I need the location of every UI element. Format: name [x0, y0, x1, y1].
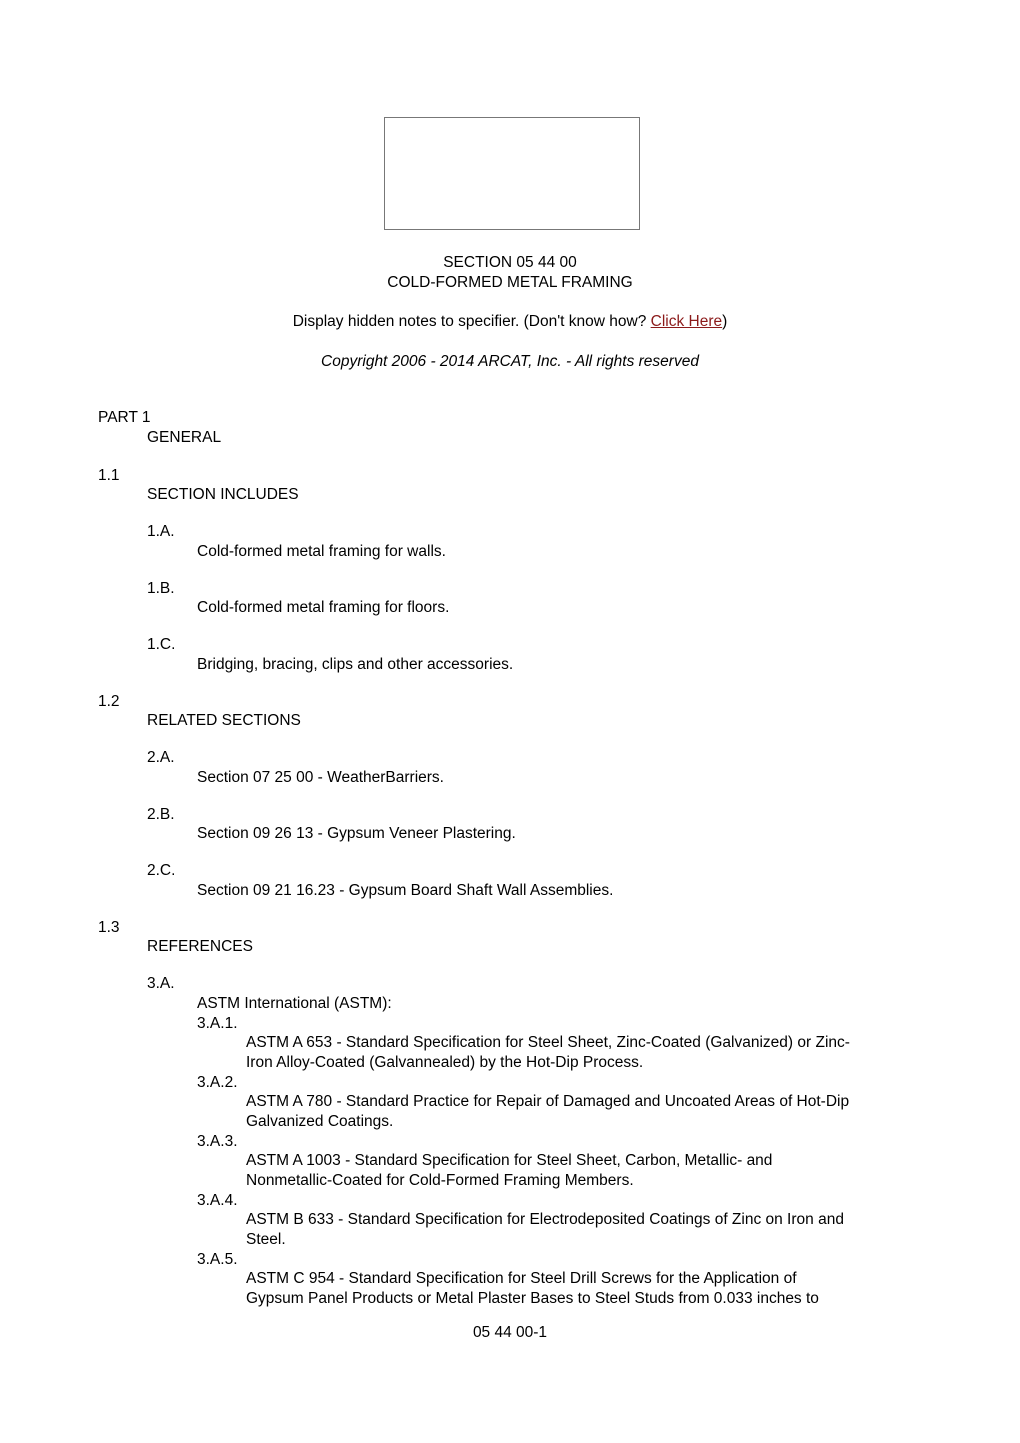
notes-line: [0, 312, 1020, 332]
reference-text: ASTM A 780 - Standard Practice for Repair of Damaged and Uncoated Areas of Hot-Dip: [246, 1093, 850, 1110]
paragraph-text: Section 09 26 13 - Gypsum Veneer Plastering.: [197, 825, 516, 842]
paragraph-number: 2.B.: [147, 806, 175, 823]
reference-text: ASTM B 633 - Standard Specification for Electrodeposited Coatings of Zinc on Iron and: [246, 1211, 844, 1228]
article-number: 1.3: [98, 919, 120, 936]
section-title: COLD-FORMED METAL FRAMING: [387, 274, 633, 291]
article-title: RELATED SECTIONS: [147, 712, 301, 729]
notes-prefix: Display hidden notes to specifier. (Don't know how?: [292, 313, 651, 330]
reference-text: Nonmetallic-Coated for Cold-Formed Framing Members.: [246, 1172, 634, 1189]
subparagraph-number: 3.A.1.: [197, 1015, 238, 1032]
article-title: SECTION INCLUDES: [147, 486, 299, 503]
reference-text: Steel.: [246, 1231, 286, 1248]
subparagraph-number: 3.A.2.: [197, 1074, 238, 1091]
paragraph-number: 1.A.: [147, 523, 175, 540]
copyright-notice: Copyright 2006 - 2014 ARCAT, Inc. - All rights reserved: [321, 353, 699, 370]
click-here-link[interactable]: Click Here: [650, 313, 723, 330]
reference-text: Gypsum Panel Products or Metal Plaster Bases to Steel Studs from 0.033 inches to: [246, 1290, 819, 1307]
part-label: PART 1: [98, 409, 151, 426]
logo-placeholder: [384, 117, 640, 230]
article-number: 1.2: [98, 693, 120, 710]
reference-text: Galvanized Coatings.: [246, 1113, 394, 1130]
paragraph-text: Section 07 25 00 - WeatherBarriers.: [197, 769, 444, 786]
paragraph-text: Section 09 21 16.23 - Gypsum Board Shaft Wall Assemblies.: [197, 882, 614, 899]
paragraph-text: Cold-formed metal framing for walls.: [197, 543, 446, 560]
paragraph-number: 3.A.: [147, 975, 175, 992]
paragraph-number: 2.A.: [147, 749, 175, 766]
reference-text: ASTM A 1003 - Standard Specification for Steel Sheet, Carbon, Metallic- and: [246, 1152, 773, 1169]
article-number: 1.1: [98, 467, 120, 484]
paragraph-text: Bridging, bracing, clips and other accessories.: [197, 656, 514, 673]
subparagraph-number: 3.A.4.: [197, 1192, 238, 1209]
paragraph-number: 1.C.: [147, 636, 176, 653]
subparagraph-number: 3.A.3.: [197, 1133, 238, 1150]
paragraph-text: ASTM International (ASTM):: [197, 995, 392, 1012]
part-title: GENERAL: [147, 429, 222, 446]
reference-text: ASTM A 653 - Standard Specification for Steel Sheet, Zinc-Coated (Galvanized) or Zinc-: [246, 1034, 850, 1051]
subparagraph-number: 3.A.5.: [197, 1251, 238, 1268]
reference-text: ASTM C 954 - Standard Specification for Steel Drill Screws for the Application of: [246, 1270, 797, 1287]
paragraph-number: 1.B.: [147, 580, 175, 597]
section-number: SECTION 05 44 00: [443, 254, 577, 271]
paragraph-number: 2.C.: [147, 862, 176, 879]
reference-text: Iron Alloy-Coated (Galvannealed) by the Hot-Dip Process.: [246, 1054, 644, 1071]
notes-suffix: ): [722, 313, 728, 330]
article-title: REFERENCES: [147, 938, 253, 955]
paragraph-text: Cold-formed metal framing for floors.: [197, 599, 450, 616]
page-number: 05 44 00-1: [472, 1324, 548, 1341]
